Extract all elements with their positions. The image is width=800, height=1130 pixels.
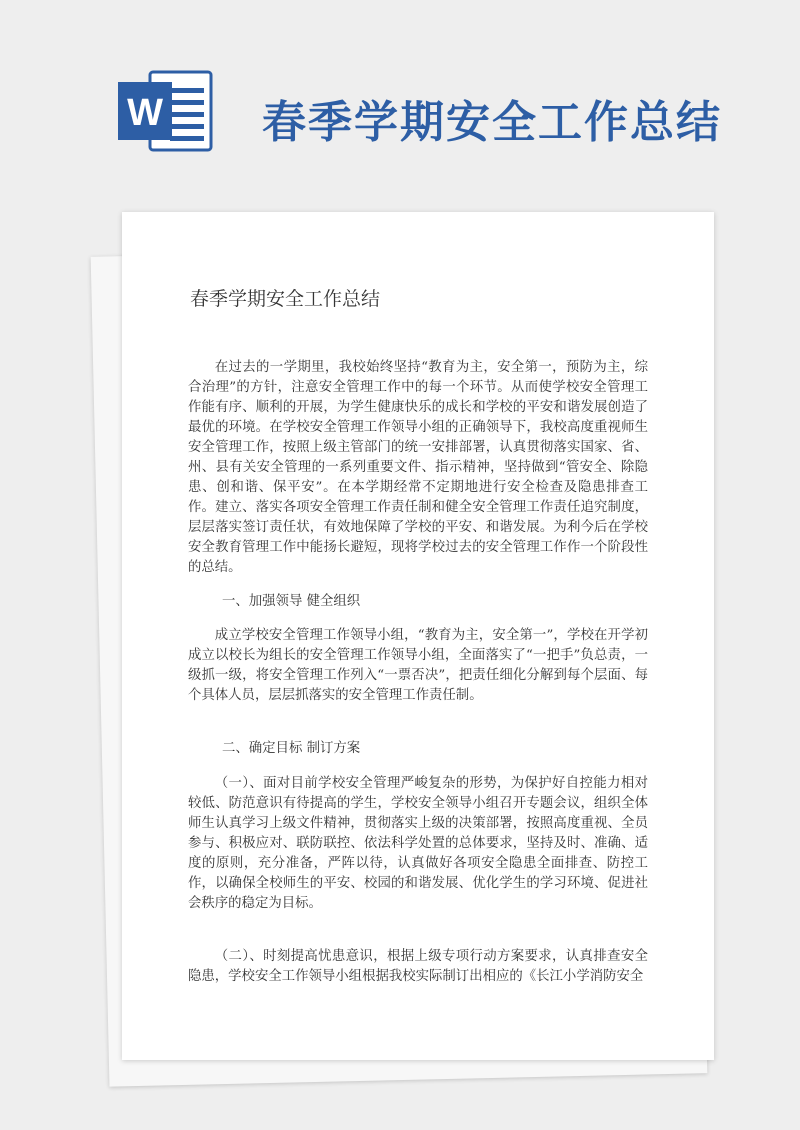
section-2-heading: 二、确定目标 制订方案 <box>222 741 361 756</box>
section-2-item-1-paragraph: （一）、面对目前学校安全管理严峻复杂的形势，为保护好自控能力相对较低、防范意识有待提高的学生，学校安全领导小组召开专题会议，组织全体师生认真学习上级文件精神，贯彻落实上级的决策部署，按照高度重视、全员参与、积极应对、联防联控、依法科学处置的总体要求，坚持及时、准确、适度的原则，充分准备，严阵以待，认真做好各项安全隐患全面排查、防控工作，以确保全校师生的平安、校园的和谐发展、优化学生的学习环境、促进社会秩序的稳定为目标。 <box>188 776 648 911</box>
document-title: 春季学期安全工作总结 <box>190 288 381 310</box>
section-2-item-2-paragraph: （二）、时刻提高忧患意识，根据上级专项行动方案要求，认真排查安全隐患，学校安全工作领导小组根据我校实际制订出相应的《长江小学消防安全 <box>188 949 648 984</box>
section-1-paragraph: 成立学校安全管理工作领导小组，“教育为主，安全第一”，学校在开学初成立以校长为组长的安全管理工作领导小组，全面落实了“一把手”负总责，一级抓一级，将安全管理工作列入“一票否决”，把责任细化分解到每个层面、每个具体人员，层层抓落实的安全管理工作责任制。 <box>188 628 648 703</box>
document-page <box>122 212 714 1060</box>
intro-paragraph: 在过去的一学期里，我校始终坚持“教育为主，安全第一，预防为主，综合治理”的方针，注意安全管理工作中的每一个环节。从而使学校安全管理工作能有序、顺利的开展，为学生健康快乐的成长和学校的平安和谐发展创造了最优的环境。在学校安全管理工作领导小组的正确领导下，我校高度重视师生安全管理工作，按照上级主管部门的统一安排部署，认真贯彻落实国家、省、州、县有关安全管理的一系列重要文件、指示精神，坚持做到“管安全、除隐患、创和谐、保平安”。在本学期经常不定期地进行安全检查及隐患排查工作。建立、落实各项安全管理工作责任制和健全安全管理工作责任追究制度，层层落实签订责任状，有效地保障了学校的平安、和谐发展。为利今后在学校安全教育管理工作中能扬长避短，现将学校过去的安全管理工作作一个阶段性的总结。 <box>188 360 648 575</box>
svg-text:W: W <box>127 92 163 134</box>
header-banner <box>0 0 800 200</box>
word-document-icon <box>118 70 213 152</box>
section-1-heading: 一、加强领导 健全组织 <box>222 594 361 609</box>
header-title: 春季学期安全工作总结 <box>262 97 722 148</box>
